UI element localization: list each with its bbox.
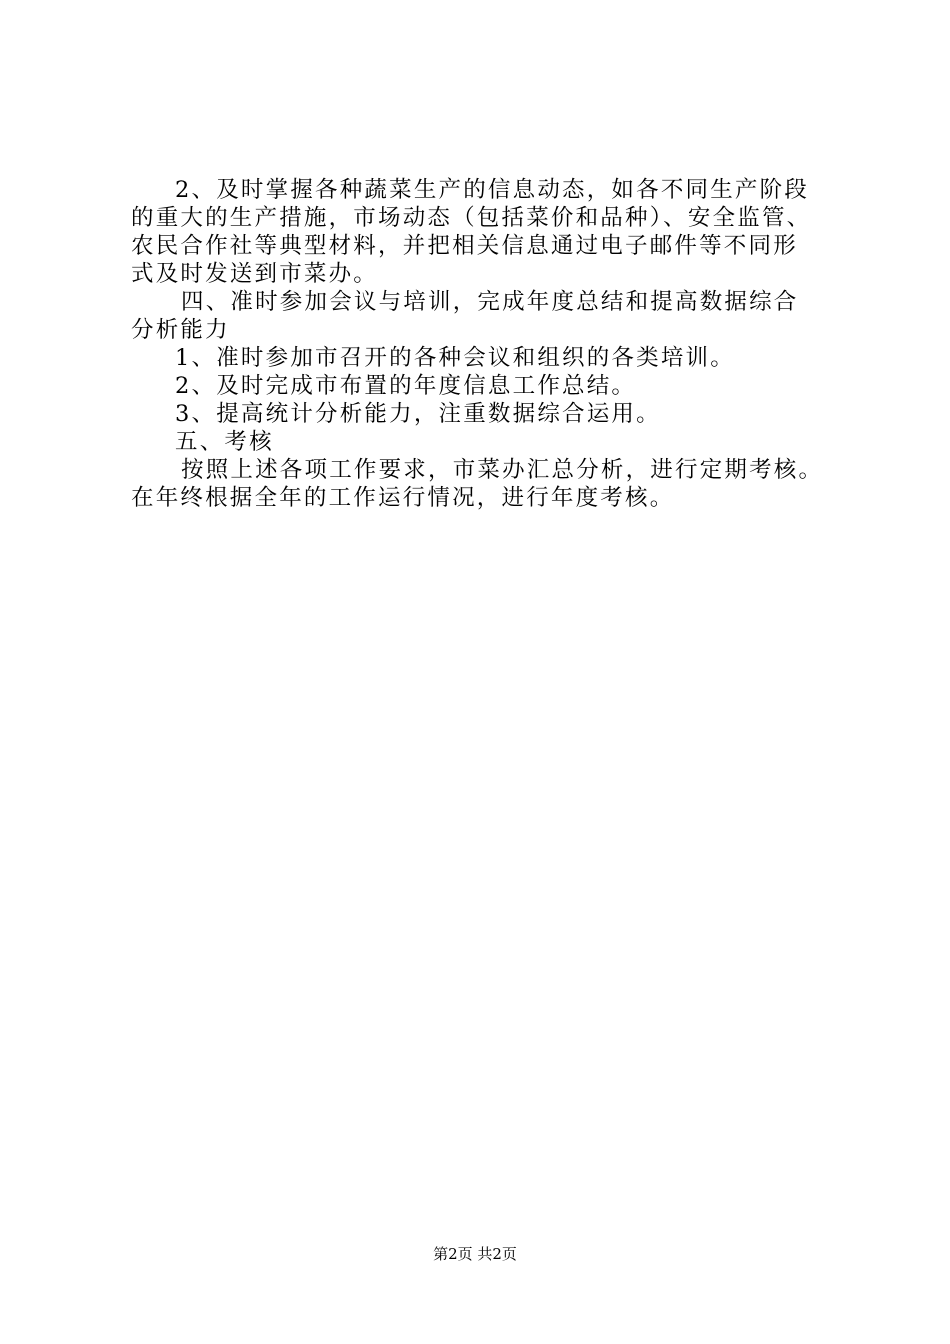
section-heading: 五、考核	[175, 429, 274, 455]
list-item: 1、准时参加市召开的各种会议和组织的各类培训。	[175, 345, 735, 371]
paragraph-line: 2、及时掌握各种蔬菜生产的信息动态，如各不同生产阶段	[175, 177, 810, 203]
list-item: 2、及时完成市布置的年度信息工作总结。	[175, 373, 637, 399]
section-heading-line: 四、准时参加会议与培训，完成年度总结和提高数据综合	[181, 289, 799, 315]
paragraph-line: 按照上述各项工作要求，市菜办汇总分析，进行定期考核。	[181, 457, 824, 483]
section-heading-line: 分析能力	[131, 317, 230, 343]
page-number-footer: 第2页 共2页	[433, 1245, 517, 1263]
paragraph-line: 式及时发送到市菜办。	[131, 261, 379, 287]
document-body	[131, 176, 853, 512]
paragraph-line: 在年终根据全年的工作运行情况，进行年度考核。	[131, 485, 675, 511]
list-item: 3、提高统计分析能力，注重数据综合运用。	[175, 401, 661, 427]
paragraph-line: 的重大的生产措施，市场动态（包括菜价和品种）、安全监管、	[131, 205, 812, 231]
paragraph-line: 农民合作社等典型材料，并把相关信息通过电子邮件等不同形	[131, 233, 798, 259]
